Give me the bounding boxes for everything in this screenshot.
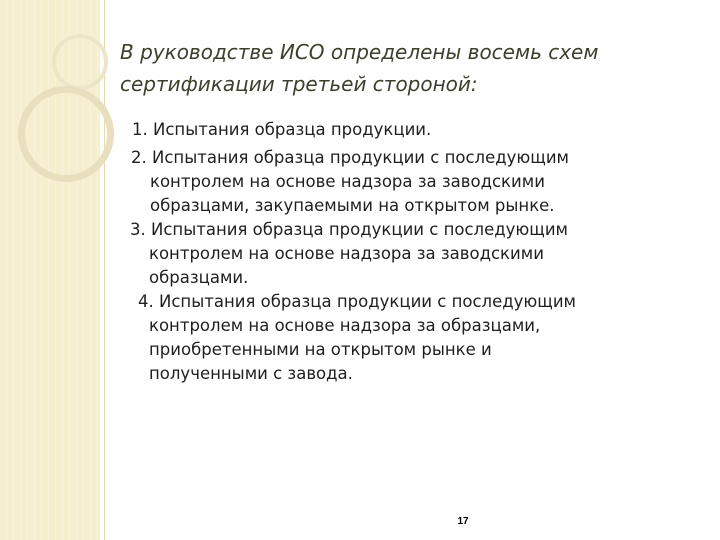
slide-title <box>120 36 700 100</box>
list-item <box>130 218 690 290</box>
list-item-line: 1. Испытания образца продукции. <box>132 120 432 139</box>
list-item-line: 4. Испытания образца продукции с последующим <box>138 292 576 311</box>
slide-title-line-1: В руководстве ИСО определены восемь схем <box>120 40 599 64</box>
list-item-line: 3. Испытания образца продукции с последующим <box>130 220 568 239</box>
list-item-line: контролем на основе надзора за образцами, <box>149 316 541 335</box>
list-item-line: контролем на основе надзора за заводскими <box>149 244 544 263</box>
decorative-large-ring-icon <box>18 86 114 182</box>
list-item-line: полученными с завода. <box>149 364 353 383</box>
list-item-line: образцами, закупаемыми на открытом рынке. <box>150 196 555 215</box>
list-item-line: образцами. <box>149 268 249 287</box>
decorative-small-ring-icon <box>52 34 108 90</box>
list-item-line: 2. Испытания образца продукции с последующим <box>131 148 569 167</box>
slide-title-line-2: сертификации третьей стороной: <box>120 72 478 96</box>
page-number: 17 <box>457 516 469 527</box>
list-item <box>130 146 690 218</box>
list-item <box>130 290 690 386</box>
list-item-line: приобретенными на открытом рынке и <box>149 340 492 359</box>
scheme-list <box>130 118 690 386</box>
list-item <box>130 118 690 142</box>
list-item-line: контролем на основе надзора за заводскими <box>150 172 545 191</box>
decorative-divider <box>104 0 105 540</box>
